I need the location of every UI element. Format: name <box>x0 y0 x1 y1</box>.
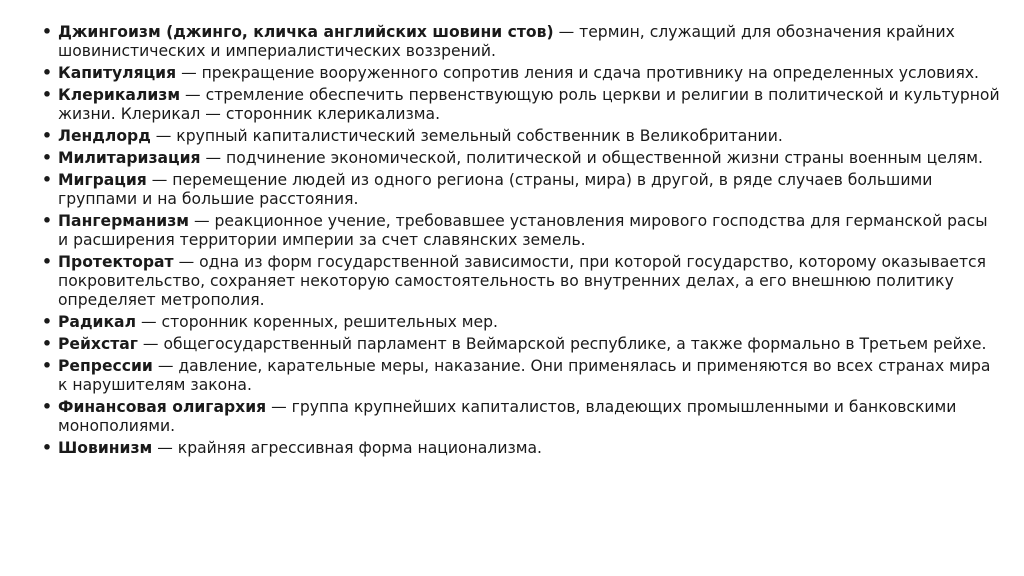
bullet-icon: • <box>42 357 52 375</box>
bullet-icon: • <box>42 86 52 104</box>
glossary-item-financial-oligarchy <box>42 398 1002 436</box>
bullet-icon: • <box>42 335 52 353</box>
bullet-icon: • <box>42 313 52 331</box>
glossary-term: Джингоизм (джинго, кличка английских шовини стов) <box>58 23 554 41</box>
glossary-definition: — крайняя агрессивная форма национализма. <box>152 439 543 457</box>
glossary-definition: — подчинение экономической, политической и общественной жизни страны военным целям. <box>200 149 983 167</box>
glossary-item-clericalism <box>42 86 1002 124</box>
glossary-item-landlord <box>42 127 1002 146</box>
glossary-item-militarization <box>42 149 1002 168</box>
glossary-definition: — давление, карательные меры, наказание. Они применялась и применяются во всех странах мира к нарушителям закона. <box>58 357 991 394</box>
bullet-icon: • <box>42 149 52 167</box>
bullet-icon: • <box>42 64 52 82</box>
glossary-item-reichstag <box>42 335 1002 354</box>
glossary-item-jingoism <box>42 23 1002 61</box>
glossary-term: Репрессии <box>58 357 153 375</box>
bullet-icon: • <box>42 127 52 145</box>
glossary-term: Радикал <box>58 313 136 331</box>
glossary-list <box>42 23 1002 461</box>
glossary-definition: — общегосударственный парламент в Веймарской республике, а также формально в Третьем рейхе. <box>137 335 987 353</box>
glossary-definition: — группа крупнейших капиталистов, владеющих промышленными и банковскими монополиями. <box>58 398 957 435</box>
glossary-term: Лендлорд <box>58 127 151 145</box>
glossary-term: Протекторат <box>58 253 174 271</box>
bullet-icon: • <box>42 23 52 41</box>
glossary-item-migration <box>42 171 1002 209</box>
glossary-definition: — прекращение вооруженного сопротив ления и сдача противнику на определенных условиях. <box>176 64 980 82</box>
glossary-term: Клерикализм <box>58 86 181 104</box>
glossary-term: Милитаризация <box>58 149 201 167</box>
glossary-term: Шовинизм <box>58 439 153 457</box>
glossary-term: Капитуляция <box>58 64 177 82</box>
glossary-term: Рейхстаг <box>58 335 138 353</box>
glossary-item-repressions <box>42 357 1002 395</box>
glossary-definition: — сторонник коренных, решительных мер. <box>136 313 498 331</box>
glossary-definition: — перемещение людей из одного региона (страны, мира) в другой, в ряде случаев большими группами и на большие расстояния. <box>58 171 933 208</box>
glossary-item-chauvinism <box>42 439 1002 458</box>
glossary-item-capitulation <box>42 64 1002 83</box>
glossary-item-protectorate <box>42 253 1002 310</box>
bullet-icon: • <box>42 398 52 416</box>
glossary-definition: — крупный капиталистический земельный собственник в Великобритании. <box>150 127 783 145</box>
glossary-definition: — реакционное учение, требовавшее установления мирового господства для германской расы и расширения территории империи за счет славянских земель. <box>58 212 988 249</box>
glossary-definition: — стремление обеспечить первенствующую роль церкви и религии в политической и культурной жизни. Клерикал — сторонник клерикализма. <box>58 86 1000 123</box>
bullet-icon: • <box>42 171 52 189</box>
bullet-icon: • <box>42 253 52 271</box>
glossary-definition: — термин, служащий для обозначения крайних шовинистических и империалистических воззрений. <box>58 23 955 60</box>
bullet-icon: • <box>42 212 52 230</box>
glossary-term: Миграция <box>58 171 147 189</box>
glossary-term: Пангерманизм <box>58 212 190 230</box>
glossary-definition: — одна из форм государственной зависимости, при которой государство, которому оказывается покровительство, сохраняет некоторую самостоятельность во внутренних делах, а его внешнюю политику определяет метрополия. <box>58 253 986 309</box>
glossary-term: Финансовая олигархия <box>58 398 267 416</box>
bullet-icon: • <box>42 439 52 457</box>
glossary-item-pangermanism <box>42 212 1002 250</box>
glossary-item-radical <box>42 313 1002 332</box>
